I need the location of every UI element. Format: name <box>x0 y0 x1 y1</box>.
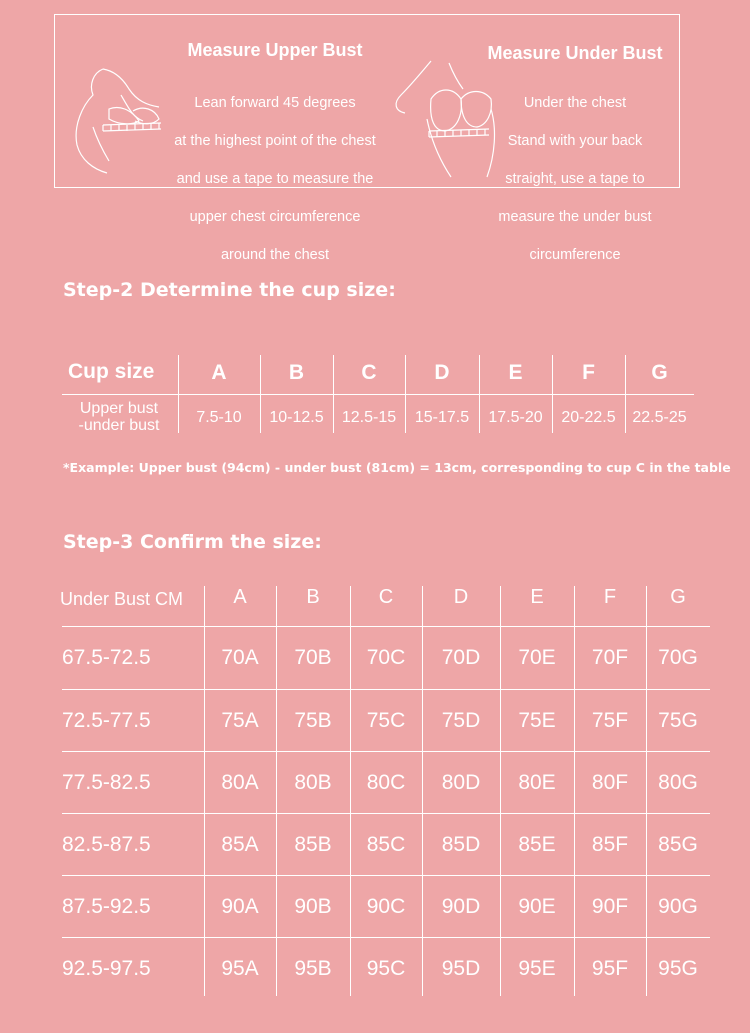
size-cell-90b: 90B <box>294 895 332 918</box>
size-cell-80e: 80E <box>518 771 556 794</box>
size-cell-80f: 80F <box>591 771 629 794</box>
example-note: *Example: Upper bust (94cm) - under bust (81cm) = 13cm, corresponding to cup C in the table <box>63 460 731 475</box>
size-cell-70e: 70E <box>518 646 556 669</box>
size-cell-85b: 85B <box>294 833 332 856</box>
cup-row-label-line-2: -under bust <box>78 417 160 434</box>
size-cell-90a: 90A <box>221 895 259 918</box>
size-cell-75f: 75F <box>591 709 629 732</box>
size-header-f: F <box>603 585 617 608</box>
cup-header-e: E <box>508 361 523 384</box>
cup-header-d: D <box>434 361 450 384</box>
upper-bust-line-5: around the chest <box>220 247 330 263</box>
cup-table-divider <box>62 394 694 395</box>
size-header-d: D <box>453 585 469 608</box>
measure-instructions-box <box>54 14 680 263</box>
under-bust-line-2: Stand with your back <box>507 133 643 149</box>
cup-header-a: A <box>211 361 227 384</box>
upper-bust-figure-icon <box>63 65 163 175</box>
size-cell-85a: 85A <box>221 833 259 856</box>
upper-bust-title: Measure Upper Bust <box>187 40 363 60</box>
cup-header-g: G <box>651 361 668 384</box>
cup-range-a: 7.5-10 <box>196 409 242 426</box>
under-bust-range-4: 82.5-87.5 <box>62 833 151 856</box>
size-cell-85c: 85C <box>366 833 406 856</box>
size-cell-75b: 75B <box>294 709 332 732</box>
size-cell-80a: 80A <box>221 771 259 794</box>
under-bust-range-1: 67.5-72.5 <box>62 646 151 669</box>
under-bust-range-2: 72.5-77.5 <box>62 709 151 732</box>
size-header-c: C <box>378 585 394 608</box>
cup-header-f: F <box>582 361 595 384</box>
under-bust-description <box>475 75 675 284</box>
size-cell-75d: 75D <box>441 709 481 732</box>
size-cell-90e: 90E <box>518 895 556 918</box>
cup-range-b: 10-12.5 <box>269 409 324 426</box>
size-cell-70a: 70A <box>221 646 259 669</box>
cup-header-b: B <box>288 361 305 384</box>
size-cell-80b: 80B <box>294 771 332 794</box>
size-cell-85f: 85F <box>591 833 629 856</box>
size-cell-75a: 75A <box>221 709 259 732</box>
under-bust-line-5: circumference <box>529 247 621 263</box>
under-bust-line-3: straight, use a tape to <box>505 171 645 187</box>
size-cell-80c: 80C <box>366 771 406 794</box>
size-cell-75g: 75G <box>658 709 698 732</box>
under-bust-range-5: 87.5-92.5 <box>62 895 151 918</box>
under-bust-range-3: 77.5-82.5 <box>62 771 151 794</box>
under-bust-title: Measure Under Bust <box>487 43 663 63</box>
under-bust-header-label: Under Bust CM <box>60 588 184 609</box>
under-bust-line-4: measure the under bust <box>498 209 652 225</box>
size-cell-95a: 95A <box>221 957 259 980</box>
cup-range-f: 20-22.5 <box>561 409 616 426</box>
size-cell-90f: 90F <box>591 895 629 918</box>
size-cell-95c: 95C <box>366 957 406 980</box>
size-header-a: A <box>233 585 247 608</box>
size-cell-80g: 80G <box>658 771 698 794</box>
size-cell-70g: 70G <box>658 646 698 669</box>
size-cell-90c: 90C <box>366 895 406 918</box>
size-cell-95d: 95D <box>441 957 481 980</box>
size-cell-70f: 70F <box>591 646 629 669</box>
step-2-title: Step-2 Determine the cup size: <box>63 279 396 301</box>
size-cell-85g: 85G <box>658 833 698 856</box>
size-cell-75c: 75C <box>366 709 406 732</box>
cup-size-header-label: Cup size <box>68 360 155 383</box>
size-cell-70b: 70B <box>294 646 332 669</box>
size-header-e: E <box>530 585 544 608</box>
under-bust-line-1: Under the chest <box>523 95 627 111</box>
cup-row-label <box>62 398 176 436</box>
upper-bust-line-4: upper chest circumference <box>189 209 361 225</box>
size-cell-75e: 75E <box>518 709 556 732</box>
size-cell-95g: 95G <box>658 957 698 980</box>
cup-range-e: 17.5-20 <box>488 409 543 426</box>
size-cell-90g: 90G <box>658 895 698 918</box>
size-cell-70d: 70D <box>441 646 481 669</box>
under-bust-range-6: 92.5-97.5 <box>62 957 151 980</box>
size-cell-95f: 95F <box>591 957 629 980</box>
size-cell-90d: 90D <box>441 895 481 918</box>
upper-bust-line-2: at the highest point of the chest <box>174 133 376 149</box>
cup-range-d: 15-17.5 <box>414 409 470 426</box>
cup-range-g: 22.5-25 <box>632 409 687 426</box>
size-cell-95e: 95E <box>518 957 556 980</box>
size-cell-80d: 80D <box>441 771 481 794</box>
upper-bust-line-1: Lean forward 45 degrees <box>194 95 356 111</box>
size-cell-95b: 95B <box>294 957 332 980</box>
size-cell-85e: 85E <box>518 833 556 856</box>
cup-row-label-line-1: Upper bust <box>79 400 159 417</box>
step-3-title: Step-3 Confirm the size: <box>63 531 322 553</box>
size-header-b: B <box>306 585 320 608</box>
cup-header-c: C <box>361 361 377 384</box>
size-cell-85d: 85D <box>441 833 481 856</box>
cup-range-c: 12.5-15 <box>341 409 397 426</box>
upper-bust-description <box>155 75 395 284</box>
upper-bust-line-3: and use a tape to measure the <box>176 171 374 187</box>
size-header-g: G <box>670 585 686 608</box>
size-cell-70c: 70C <box>366 646 406 669</box>
